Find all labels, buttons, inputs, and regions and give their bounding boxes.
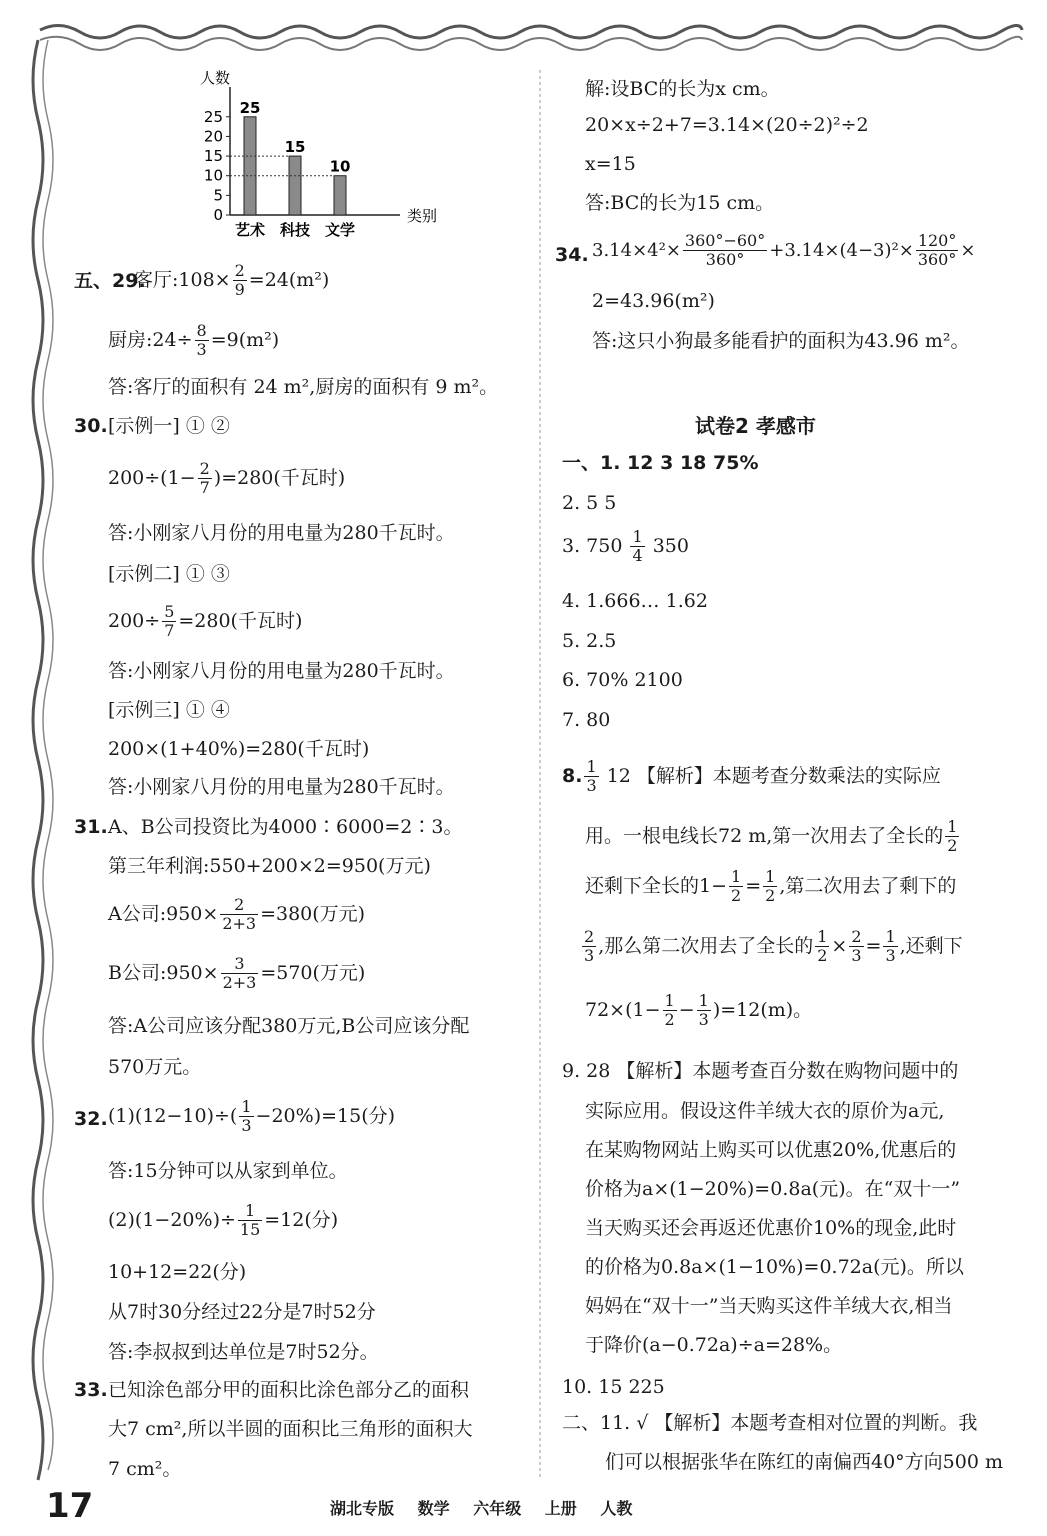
footer-info xyxy=(330,1496,650,1519)
q33-line3: 7 cm²。 xyxy=(108,1458,182,1480)
answer-3: 3. 750 $\frac{1}{4}$ 350 xyxy=(562,527,689,566)
q31-number: 31. xyxy=(74,816,108,838)
q30-eq2: 200÷ $\frac{5}{7}$ =280(千瓦时) xyxy=(108,602,303,641)
bar xyxy=(289,156,301,215)
q31-line2: 第三年利润:550+200×2=950(万元) xyxy=(108,855,431,877)
q30-answer3: 答:小刚家八月份的用电量为280千瓦时。 xyxy=(108,776,455,798)
x-tick-label: 科技 xyxy=(279,221,311,239)
q32-answer2: 答:李叔叔到达单位是7时52分。 xyxy=(108,1341,379,1363)
q33-solution-line3: x=15 xyxy=(585,153,636,175)
answer-9-line7: 妈妈在“双十一”当天购买这件羊绒大衣,相当 xyxy=(585,1295,953,1317)
q29-number: 五、29. xyxy=(74,270,146,292)
bar xyxy=(244,117,256,215)
q34-line2: 2=43.96(m²) xyxy=(592,290,715,312)
page-number: 17 xyxy=(46,1486,94,1526)
q31-answer-line2: 570万元。 xyxy=(108,1056,202,1078)
q33-line2: 大7 cm²,所以半圆的面积比三角形的面积大 xyxy=(108,1418,473,1440)
q32-line2: (2)(1−20%)÷ $\frac{1}{15}$ =12(分) xyxy=(108,1201,339,1240)
q33-solution-line2: 20×x÷2+7=3.14×(20÷2)²÷2 xyxy=(585,114,869,136)
x-axis-label: 类别 xyxy=(407,207,438,225)
q30-eq1: 200÷(1− $\frac{2}{7}$ )=280(千瓦时) xyxy=(108,459,346,498)
y-tick-label: 25 xyxy=(203,107,223,126)
footer-subject: 数学 xyxy=(417,1499,450,1518)
answer-9-line3: 在某购物网站上购买可以优惠20%,优惠后的 xyxy=(585,1139,957,1161)
y-tick-label: 5 xyxy=(213,186,223,205)
answer-10: 10. 15 225 xyxy=(562,1376,665,1398)
q32-line1: (1)(12−10)÷( $\frac{1}{3}$ −20%)=15(分) xyxy=(108,1097,396,1136)
q31-line4: B公司:950× $\frac{3}{2+3}$ =570(万元) xyxy=(108,954,366,993)
q30-answer1: 答:小刚家八月份的用电量为280千瓦时。 xyxy=(108,522,455,544)
q30-example2: [示例二] ① ③ xyxy=(108,563,230,585)
answer-7: 7. 80 xyxy=(562,709,611,731)
footer-edition: 湖北专版 xyxy=(330,1499,395,1518)
q34-answer: 答:这只小狗最多能看护的面积为43.96 m²。 xyxy=(592,330,970,352)
q33-solution-answer: 答:BC的长为15 cm。 xyxy=(585,192,775,214)
q29-line1: 客厅:108× $\frac{2}{9}$ =24(m²) xyxy=(134,261,330,300)
q32-answer1: 答:15分钟可以从家到单位。 xyxy=(108,1160,348,1182)
q30-answer2: 答:小刚家八月份的用电量为280千瓦时。 xyxy=(108,660,455,682)
answer-5: 5. 2.5 xyxy=(562,630,617,652)
answer-9-line6: 的价格为0.8a×(1−10%)=0.72a(元)。所以 xyxy=(585,1256,964,1278)
answer-11-line2: 们可以根据张华在陈红的南偏西40°方向500 m xyxy=(605,1451,1003,1473)
answer-9-line8: 于降价(a−0.72a)÷a=28%。 xyxy=(585,1334,843,1356)
q34-line1: 3.14×4²× $\frac{360^\circ-60^\circ}{360^\circ}$ +3.14×(4−3)²× $\frac{120^\circ}{360^\circ}$ × xyxy=(592,231,976,270)
data-label: 15 xyxy=(284,138,306,157)
answer-9-line5: 当天购买还会再返还优惠价10%的现金,此时 xyxy=(585,1217,957,1239)
answer-2: 2. 5 5 xyxy=(562,492,617,514)
answer-1: 一、1. 12 3 18 75% xyxy=(562,452,759,474)
footer-grade: 六年级 xyxy=(473,1499,522,1518)
answer-8-line5: 72×(1− $\frac{1}{2}$ − $\frac{1}{3}$ )=12(m)。 xyxy=(585,991,813,1030)
bar-chart xyxy=(190,69,450,240)
answer-8-line2: 用。一根电线长72 m,第一次用去了全长的 $\frac{1}{2}$ xyxy=(585,817,958,856)
section-title: 试卷2 孝感市 xyxy=(695,414,816,438)
q30-eq3: 200×(1+40%)=280(千瓦时) xyxy=(108,738,370,760)
answer-11-line1: 二、11. √ 【解析】本题考查相对位置的判断。我 xyxy=(562,1412,978,1434)
q33-line1: 已知涂色部分甲的面积比涂色部分乙的面积 xyxy=(108,1379,470,1401)
bar xyxy=(334,176,346,215)
answer-9-line1: 9. 28 【解析】本题考查百分数在购物问题中的 xyxy=(562,1060,959,1082)
y-tick-label: 20 xyxy=(203,127,223,146)
q31-answer-line1: 答:A公司应该分配380万元,B公司应该分配 xyxy=(108,1015,470,1037)
data-label: 25 xyxy=(239,98,261,117)
q30-number: 30. xyxy=(74,415,108,437)
q32-line3: 10+12=22(分) xyxy=(108,1261,247,1283)
footer-publisher: 人教 xyxy=(600,1499,633,1518)
x-tick-label: 艺术 xyxy=(234,221,266,239)
answer-6: 6. 70% 2100 xyxy=(562,669,683,691)
y-tick-label: 10 xyxy=(203,166,223,185)
y-axis-label: 人数 xyxy=(200,69,231,87)
q31-line1: A、B公司投资比为4000∶6000=2∶3。 xyxy=(108,816,463,838)
y-tick-label: 15 xyxy=(203,147,223,166)
q30-example3: [示例三] ① ④ xyxy=(108,699,230,721)
answer-8-line3: 还剩下全长的1− $\frac{1}{2}$ = $\frac{1}{2}$ ,第二次用去了剩下的 xyxy=(585,867,957,906)
q33-solution-line1: 解:设BC的长为x cm。 xyxy=(585,78,780,100)
q34-number: 34. xyxy=(555,244,589,266)
footer-volume: 上册 xyxy=(544,1499,577,1518)
q33-number: 33. xyxy=(74,1379,108,1401)
q32-line4: 从7时30分经过22分是7时52分 xyxy=(108,1301,376,1323)
answer-9-line2: 实际应用。假设这件羊绒大衣的原价为a元, xyxy=(585,1100,945,1122)
q31-line3: A公司:950× $\frac{2}{2+3}$ =380(万元) xyxy=(108,895,366,934)
q30-example1: [示例一] ① ② xyxy=(108,415,230,437)
answer-4: 4. 1.666… 1.62 xyxy=(562,590,708,612)
q29-line2: 厨房:24÷ $\frac{8}{3}$ =9(m²) xyxy=(108,321,280,360)
answer-9-line4: 价格为a×(1−20%)=0.8a(元)。在“双十一” xyxy=(585,1178,961,1200)
answer-8-line4: $\frac{2}{3}$ ,那么第二次用去了全长的 $\frac{1}{2}$ × $\frac{2}{3}$ = $\frac{1}{3}$ ,还剩下 xyxy=(584,927,963,966)
q32-number: 32. xyxy=(74,1108,108,1130)
data-label: 10 xyxy=(329,157,351,176)
y-tick-label: 0 xyxy=(213,206,223,224)
x-tick-label: 文学 xyxy=(324,221,356,239)
q29-answer: 答:客厅的面积有 24 m²,厨房的面积有 9 m²。 xyxy=(108,376,499,398)
answer-8-line1: 8. $\frac{1}{3}$ 12 【解析】本题考查分数乘法的实际应 xyxy=(562,757,941,796)
